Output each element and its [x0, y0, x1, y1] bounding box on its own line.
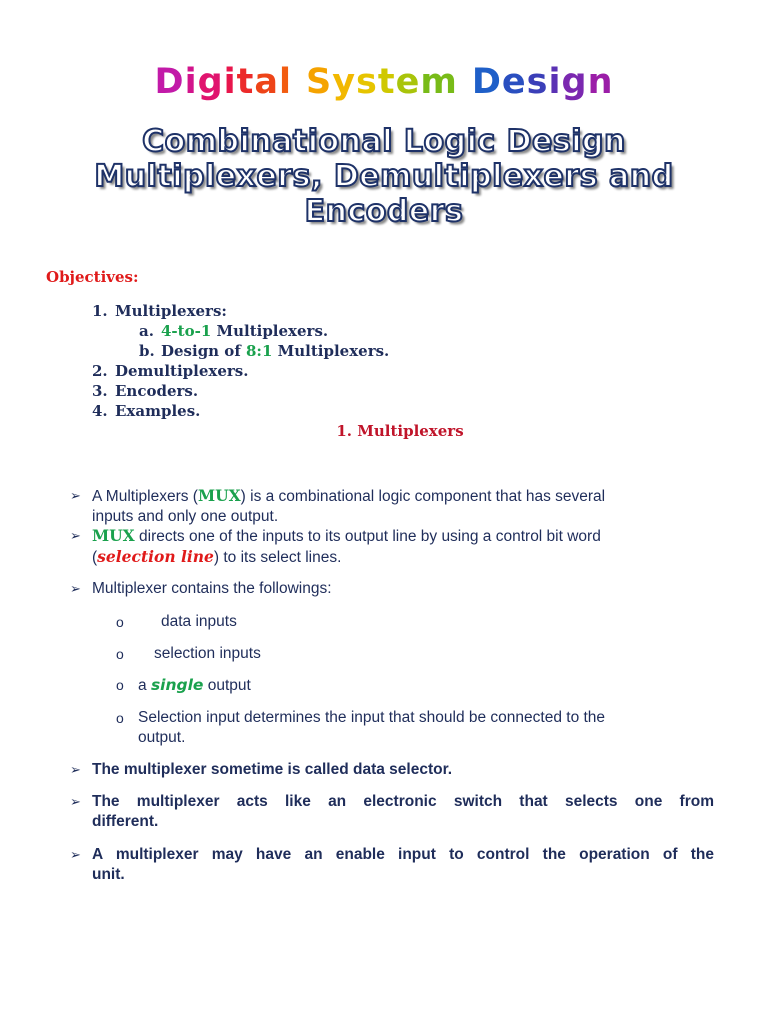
circle-bullet-icon: o: [116, 614, 124, 630]
sub-bullet-item: [116, 612, 714, 632]
bullet-text: inputs and only one output.: [92, 508, 279, 525]
sub-bullet-text: output.: [138, 729, 186, 746]
arrow-bullet-icon: ➢: [70, 528, 81, 543]
highlight-text: 8:1: [246, 342, 273, 360]
sub-bullet-text: a: [138, 677, 151, 694]
sub-bullet-text: Selection input determines the input that should be connected to the: [138, 709, 606, 726]
bullet-item: [70, 845, 714, 885]
bullet-text: different.: [92, 813, 159, 830]
title-letter: t: [377, 62, 396, 102]
selection-line-term: selection line: [97, 547, 214, 566]
title-letter: l: [278, 62, 292, 102]
bullet-item: [70, 760, 714, 780]
objectives-heading: Objectives:: [46, 268, 139, 286]
arrow-bullet-icon: ➢: [70, 794, 81, 809]
title-letter: g: [197, 62, 224, 102]
title-letter: i: [223, 62, 237, 102]
objective-number: b.: [139, 342, 155, 360]
title-letter: S: [305, 62, 333, 102]
bullet-text: The multiplexer sometime is called data selector.: [92, 761, 453, 778]
sub-bullet-item: [116, 708, 714, 748]
arrow-bullet-icon: ➢: [70, 488, 81, 503]
subtitle-line-1: Combinational Logic Design: [142, 124, 626, 159]
title-letter: y: [332, 62, 357, 102]
title-letter: m: [420, 62, 458, 102]
subtitle-line-3: Encoders: [304, 194, 464, 229]
sub-bullet-item: [116, 644, 714, 664]
bullet-text: ) is a combinational logic component that has several: [240, 488, 606, 505]
bullet-item: [70, 792, 714, 832]
title-letter: e: [501, 62, 527, 102]
arrow-bullet-icon: ➢: [70, 762, 81, 777]
highlight-text: 4-to-1: [161, 322, 212, 340]
sub-bullet-text: selection inputs: [154, 645, 261, 662]
title-word: [472, 62, 614, 102]
document-subtitle: [30, 124, 738, 229]
arrow-bullet-icon: ➢: [70, 581, 81, 596]
title-letter: D: [154, 62, 185, 102]
objective-text: Examples.: [115, 402, 201, 420]
objective-text: Demultiplexers.: [115, 362, 249, 380]
objective-number: a.: [139, 322, 154, 340]
objective-item: [92, 302, 227, 320]
title-letter: D: [471, 62, 502, 102]
bullet-text: A multiplexer may have an enable input to control the operation of the: [92, 846, 714, 863]
title-letter: s: [356, 62, 378, 102]
title-letter: t: [236, 62, 255, 102]
objective-subitem: [139, 342, 389, 360]
single-term: single: [150, 676, 204, 694]
objective-item: [92, 362, 248, 380]
title-word: [306, 62, 458, 102]
objective-text: Multiplexers.: [211, 322, 329, 340]
objective-subitem: [139, 322, 328, 340]
bullet-text: The multiplexer acts like an electronic switch that selects one from: [92, 793, 714, 810]
bullet-item: [70, 526, 714, 566]
subtitle-line-2: Multiplexers, Demultiplexers and: [94, 159, 674, 194]
bullet-text: directs one of the inputs to its output line by using a control bit word: [134, 528, 601, 545]
document-title: [0, 62, 768, 108]
objective-number: 4.: [92, 402, 108, 420]
objective-text: Multiplexers.: [272, 342, 390, 360]
bullet-text: ) to its select lines.: [213, 549, 342, 566]
section-title: 1. Multiplexers: [336, 422, 464, 440]
sub-bullet-text: output: [203, 677, 251, 694]
objective-number: 1.: [92, 302, 108, 320]
circle-bullet-icon: o: [116, 710, 124, 726]
mux-term: MUX: [92, 526, 135, 545]
bullet-text: unit.: [92, 866, 125, 883]
bullet-text: Multiplexer contains the followings:: [92, 580, 332, 597]
title-word: [155, 62, 292, 102]
objective-number: 2.: [92, 362, 108, 380]
mux-term: MUX: [197, 486, 241, 505]
objective-text: Multiplexers:: [115, 302, 227, 320]
bullet-item: [70, 486, 714, 526]
bullet-text: A Multiplexers (: [92, 488, 198, 505]
bullet-text: (: [92, 549, 98, 566]
title-letter: e: [395, 62, 421, 102]
title-letter: n: [587, 62, 614, 102]
circle-bullet-icon: o: [116, 646, 124, 662]
objective-number: 3.: [92, 382, 108, 400]
title-letter: i: [184, 62, 198, 102]
title-letter: s: [526, 62, 549, 102]
sub-bullet-item: [116, 675, 714, 695]
objective-text: Encoders.: [115, 382, 199, 400]
objective-text: Design of: [161, 342, 246, 360]
title-letter: g: [561, 62, 588, 102]
arrow-bullet-icon: ➢: [70, 847, 81, 862]
bullet-item: [70, 579, 714, 599]
title-letter: i: [548, 62, 562, 102]
title-letter: a: [254, 62, 279, 102]
circle-bullet-icon: o: [116, 677, 124, 693]
objective-item: [92, 382, 198, 400]
sub-bullet-text: data inputs: [161, 613, 237, 630]
objective-item: [92, 402, 200, 420]
